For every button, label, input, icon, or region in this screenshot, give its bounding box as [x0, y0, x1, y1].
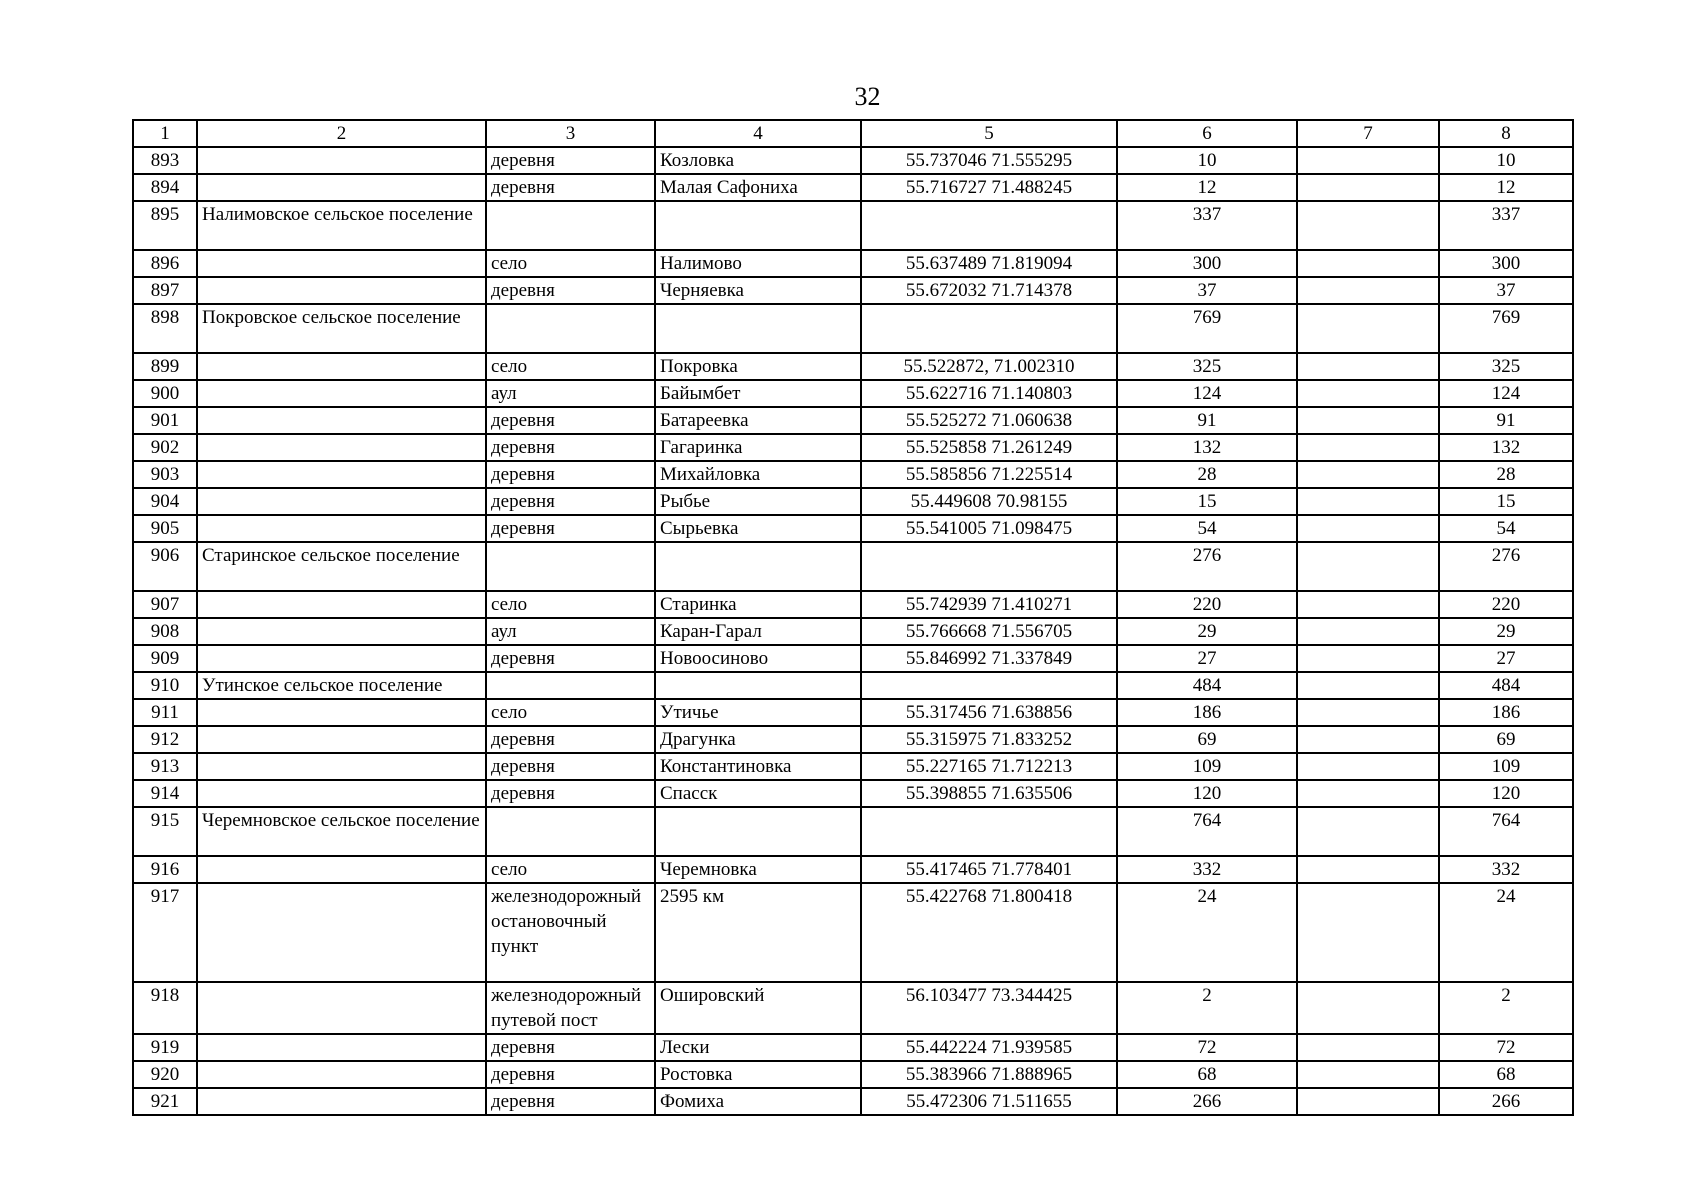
column-8-value-cell: 10: [1439, 147, 1573, 174]
coordinates-cell: 55.742939 71.410271: [861, 591, 1117, 618]
table-row: [133, 1088, 1573, 1115]
coordinates-cell: 55.315975 71.833252: [861, 726, 1117, 753]
column-8-value-cell: 37: [1439, 277, 1573, 304]
coordinates-cell: 55.522872, 71.002310: [861, 353, 1117, 380]
column-7-value-cell: [1297, 618, 1439, 645]
column-7-value-cell: [1297, 753, 1439, 780]
column-8-value-cell: 29: [1439, 618, 1573, 645]
column-8-value-cell: 124: [1439, 380, 1573, 407]
column-7-value-cell: [1297, 856, 1439, 883]
column-7-value-cell: [1297, 250, 1439, 277]
locality-type-cell: железнодорожный путевой пост: [486, 982, 655, 1034]
row-number-cell: 907: [133, 591, 197, 618]
table-row: [133, 353, 1573, 380]
locality-type-cell: село: [486, 591, 655, 618]
coordinates-cell: 55.846992 71.337849: [861, 645, 1117, 672]
column-6-value-cell: 69: [1117, 726, 1297, 753]
row-number-cell: 897: [133, 277, 197, 304]
table-row: [133, 201, 1573, 250]
column-7-value-cell: [1297, 883, 1439, 982]
table-row: [133, 174, 1573, 201]
column-8-value-cell: 24: [1439, 883, 1573, 982]
table-row: [133, 982, 1573, 1034]
settlement-cell: [197, 277, 486, 304]
locality-name-cell: Налимово: [655, 250, 861, 277]
column-6-value-cell: 37: [1117, 277, 1297, 304]
column-8-value-cell: 332: [1439, 856, 1573, 883]
column-8-value-cell: 266: [1439, 1088, 1573, 1115]
row-number-cell: 893: [133, 147, 197, 174]
coordinates-cell: 55.383966 71.888965: [861, 1061, 1117, 1088]
locality-name-cell: Михайловка: [655, 461, 861, 488]
column-7-value-cell: [1297, 461, 1439, 488]
column-7-value-cell: [1297, 201, 1439, 250]
locality-name-cell: [655, 304, 861, 353]
column-6-value-cell: 72: [1117, 1034, 1297, 1061]
row-number-cell: 905: [133, 515, 197, 542]
column-header-6: 6: [1117, 120, 1297, 147]
coordinates-cell: [861, 201, 1117, 250]
coordinates-cell: 55.449608 70.98155: [861, 488, 1117, 515]
column-7-value-cell: [1297, 488, 1439, 515]
locality-name-cell: Лески: [655, 1034, 861, 1061]
locality-type-cell: деревня: [486, 147, 655, 174]
row-number-cell: 912: [133, 726, 197, 753]
column-7-value-cell: [1297, 1088, 1439, 1115]
locality-name-cell: Черняевка: [655, 277, 861, 304]
coordinates-cell: 55.622716 71.140803: [861, 380, 1117, 407]
column-7-value-cell: [1297, 726, 1439, 753]
column-7-value-cell: [1297, 515, 1439, 542]
row-number-cell: 898: [133, 304, 197, 353]
column-6-value-cell: 300: [1117, 250, 1297, 277]
settlement-cell: Черемновское сельское поселение: [197, 807, 486, 856]
table-row: [133, 147, 1573, 174]
coordinates-cell: 55.672032 71.714378: [861, 277, 1117, 304]
coordinates-cell: 55.637489 71.819094: [861, 250, 1117, 277]
column-7-value-cell: [1297, 982, 1439, 1034]
row-number-cell: 921: [133, 1088, 197, 1115]
locality-type-cell: село: [486, 699, 655, 726]
settlement-cell: [197, 883, 486, 982]
locality-type-cell: деревня: [486, 753, 655, 780]
locality-name-cell: [655, 672, 861, 699]
coordinates-cell: [861, 672, 1117, 699]
coordinates-cell: 55.472306 71.511655: [861, 1088, 1117, 1115]
settlement-cell: Старинское сельское поселение: [197, 542, 486, 591]
column-6-value-cell: 484: [1117, 672, 1297, 699]
column-8-value-cell: 69: [1439, 726, 1573, 753]
locality-name-cell: Драгунка: [655, 726, 861, 753]
settlement-cell: [197, 147, 486, 174]
row-number-cell: 903: [133, 461, 197, 488]
column-8-value-cell: 12: [1439, 174, 1573, 201]
settlement-cell: [197, 591, 486, 618]
settlement-cell: [197, 726, 486, 753]
table-row: [133, 461, 1573, 488]
table-row: [133, 277, 1573, 304]
table-row: [133, 488, 1573, 515]
column-6-value-cell: 109: [1117, 753, 1297, 780]
locality-name-cell: Гагаринка: [655, 434, 861, 461]
table-row: [133, 515, 1573, 542]
column-7-value-cell: [1297, 304, 1439, 353]
coordinates-cell: 55.227165 71.712213: [861, 753, 1117, 780]
coordinates-cell: 55.716727 71.488245: [861, 174, 1117, 201]
locality-name-cell: Малая Сафониха: [655, 174, 861, 201]
column-6-value-cell: 132: [1117, 434, 1297, 461]
locality-name-cell: Каран-Гарал: [655, 618, 861, 645]
settlement-cell: [197, 434, 486, 461]
locality-type-cell: аул: [486, 618, 655, 645]
coordinates-cell: 55.737046 71.555295: [861, 147, 1117, 174]
settlement-cell: [197, 753, 486, 780]
column-8-value-cell: 300: [1439, 250, 1573, 277]
column-header-5: 5: [861, 120, 1117, 147]
column-8-value-cell: 220: [1439, 591, 1573, 618]
settlement-cell: [197, 982, 486, 1034]
locality-name-cell: Константиновка: [655, 753, 861, 780]
table-row: [133, 1034, 1573, 1061]
locality-name-cell: [655, 807, 861, 856]
row-number-cell: 914: [133, 780, 197, 807]
column-6-value-cell: 27: [1117, 645, 1297, 672]
locality-type-cell: деревня: [486, 1034, 655, 1061]
column-header-8: 8: [1439, 120, 1573, 147]
column-6-value-cell: 764: [1117, 807, 1297, 856]
row-number-cell: 913: [133, 753, 197, 780]
column-8-value-cell: 484: [1439, 672, 1573, 699]
row-number-cell: 906: [133, 542, 197, 591]
coordinates-cell: 56.103477 73.344425: [861, 982, 1117, 1034]
locality-type-cell: деревня: [486, 277, 655, 304]
locality-name-cell: Батареевка: [655, 407, 861, 434]
row-number-cell: 902: [133, 434, 197, 461]
column-8-value-cell: 769: [1439, 304, 1573, 353]
settlement-cell: [197, 174, 486, 201]
row-number-cell: 901: [133, 407, 197, 434]
locality-type-cell: [486, 672, 655, 699]
locality-name-cell: 2595 км: [655, 883, 861, 982]
column-8-value-cell: 132: [1439, 434, 1573, 461]
settlement-cell: Налимовское сельское поселение: [197, 201, 486, 250]
coordinates-cell: [861, 807, 1117, 856]
table-header-row: [133, 120, 1573, 147]
locality-name-cell: Козловка: [655, 147, 861, 174]
settlement-cell: [197, 515, 486, 542]
column-header-3: 3: [486, 120, 655, 147]
column-6-value-cell: 325: [1117, 353, 1297, 380]
table-row: [133, 407, 1573, 434]
settlement-cell: [197, 645, 486, 672]
locality-type-cell: деревня: [486, 1061, 655, 1088]
locality-type-cell: деревня: [486, 780, 655, 807]
column-6-value-cell: 24: [1117, 883, 1297, 982]
table-row: [133, 672, 1573, 699]
column-6-value-cell: 276: [1117, 542, 1297, 591]
coordinates-cell: 55.442224 71.939585: [861, 1034, 1117, 1061]
row-number-cell: 894: [133, 174, 197, 201]
locality-name-cell: [655, 201, 861, 250]
locality-type-cell: деревня: [486, 407, 655, 434]
locality-type-cell: деревня: [486, 461, 655, 488]
locality-type-cell: [486, 807, 655, 856]
table-row: [133, 699, 1573, 726]
column-8-value-cell: 764: [1439, 807, 1573, 856]
column-6-value-cell: 266: [1117, 1088, 1297, 1115]
locality-name-cell: [655, 542, 861, 591]
settlement-cell: [197, 353, 486, 380]
settlement-cell: [197, 488, 486, 515]
locality-type-cell: [486, 542, 655, 591]
column-6-value-cell: 769: [1117, 304, 1297, 353]
locality-type-cell: деревня: [486, 434, 655, 461]
coordinates-cell: 55.398855 71.635506: [861, 780, 1117, 807]
table-row: [133, 591, 1573, 618]
column-8-value-cell: 28: [1439, 461, 1573, 488]
table-row: [133, 380, 1573, 407]
column-8-value-cell: 120: [1439, 780, 1573, 807]
locality-name-cell: Старинка: [655, 591, 861, 618]
row-number-cell: 904: [133, 488, 197, 515]
locality-type-cell: деревня: [486, 1088, 655, 1115]
row-number-cell: 916: [133, 856, 197, 883]
coordinates-cell: [861, 304, 1117, 353]
locality-type-cell: [486, 304, 655, 353]
row-number-cell: 918: [133, 982, 197, 1034]
locality-type-cell: деревня: [486, 174, 655, 201]
locality-name-cell: Байымбет: [655, 380, 861, 407]
locality-name-cell: Сырьевка: [655, 515, 861, 542]
column-7-value-cell: [1297, 407, 1439, 434]
settlement-cell: [197, 461, 486, 488]
locality-type-cell: деревня: [486, 726, 655, 753]
settlement-cell: [197, 699, 486, 726]
column-8-value-cell: 2: [1439, 982, 1573, 1034]
column-8-value-cell: 27: [1439, 645, 1573, 672]
column-6-value-cell: 15: [1117, 488, 1297, 515]
column-6-value-cell: 337: [1117, 201, 1297, 250]
column-7-value-cell: [1297, 645, 1439, 672]
column-8-value-cell: 54: [1439, 515, 1573, 542]
column-6-value-cell: 28: [1117, 461, 1297, 488]
column-6-value-cell: 124: [1117, 380, 1297, 407]
row-number-cell: 908: [133, 618, 197, 645]
locality-type-cell: [486, 201, 655, 250]
coordinates-cell: 55.317456 71.638856: [861, 699, 1117, 726]
column-6-value-cell: 10: [1117, 147, 1297, 174]
locality-type-cell: село: [486, 353, 655, 380]
locality-type-cell: деревня: [486, 645, 655, 672]
table-row: [133, 780, 1573, 807]
column-7-value-cell: [1297, 277, 1439, 304]
coordinates-cell: [861, 542, 1117, 591]
settlement-cell: [197, 618, 486, 645]
coordinates-cell: 55.766668 71.556705: [861, 618, 1117, 645]
table-row: [133, 856, 1573, 883]
coordinates-cell: 55.585856 71.225514: [861, 461, 1117, 488]
table-row: [133, 807, 1573, 856]
settlement-cell: Утинское сельское поселение: [197, 672, 486, 699]
table-row: [133, 434, 1573, 461]
coordinates-cell: 55.417465 71.778401: [861, 856, 1117, 883]
settlement-cell: [197, 1061, 486, 1088]
column-8-value-cell: 91: [1439, 407, 1573, 434]
settlement-cell: [197, 250, 486, 277]
column-8-value-cell: 15: [1439, 488, 1573, 515]
settlement-cell: [197, 380, 486, 407]
column-header-4: 4: [655, 120, 861, 147]
settlement-cell: [197, 1088, 486, 1115]
column-7-value-cell: [1297, 672, 1439, 699]
table-row: [133, 1061, 1573, 1088]
column-7-value-cell: [1297, 434, 1439, 461]
column-7-value-cell: [1297, 147, 1439, 174]
column-6-value-cell: 120: [1117, 780, 1297, 807]
column-7-value-cell: [1297, 807, 1439, 856]
table-row: [133, 726, 1573, 753]
locality-name-cell: Ошировский: [655, 982, 861, 1034]
column-6-value-cell: 54: [1117, 515, 1297, 542]
settlement-cell: [197, 780, 486, 807]
locality-name-cell: Покровка: [655, 353, 861, 380]
row-number-cell: 896: [133, 250, 197, 277]
column-6-value-cell: 186: [1117, 699, 1297, 726]
locality-type-cell: деревня: [486, 515, 655, 542]
locality-type-cell: аул: [486, 380, 655, 407]
table-row: [133, 542, 1573, 591]
row-number-cell: 900: [133, 380, 197, 407]
settlement-cell: [197, 407, 486, 434]
column-6-value-cell: 220: [1117, 591, 1297, 618]
locality-name-cell: Фомиха: [655, 1088, 861, 1115]
settlement-cell: [197, 856, 486, 883]
settlements-table: [132, 119, 1574, 1116]
column-7-value-cell: [1297, 174, 1439, 201]
locality-name-cell: Новоосиново: [655, 645, 861, 672]
column-7-value-cell: [1297, 1061, 1439, 1088]
locality-name-cell: Черемновка: [655, 856, 861, 883]
column-7-value-cell: [1297, 1034, 1439, 1061]
column-6-value-cell: 332: [1117, 856, 1297, 883]
column-8-value-cell: 109: [1439, 753, 1573, 780]
coordinates-cell: 55.422768 71.800418: [861, 883, 1117, 982]
page-number: 32: [854, 82, 881, 111]
column-7-value-cell: [1297, 380, 1439, 407]
coordinates-cell: 55.541005 71.098475: [861, 515, 1117, 542]
row-number-cell: 919: [133, 1034, 197, 1061]
column-8-value-cell: 325: [1439, 353, 1573, 380]
coordinates-cell: 55.525272 71.060638: [861, 407, 1117, 434]
column-7-value-cell: [1297, 542, 1439, 591]
locality-name-cell: Рыбье: [655, 488, 861, 515]
column-7-value-cell: [1297, 353, 1439, 380]
coordinates-cell: 55.525858 71.261249: [861, 434, 1117, 461]
table-row: [133, 753, 1573, 780]
column-6-value-cell: 12: [1117, 174, 1297, 201]
column-6-value-cell: 29: [1117, 618, 1297, 645]
row-number-cell: 910: [133, 672, 197, 699]
locality-name-cell: Спасск: [655, 780, 861, 807]
locality-type-cell: деревня: [486, 488, 655, 515]
column-header-1: 1: [133, 120, 197, 147]
column-6-value-cell: 2: [1117, 982, 1297, 1034]
column-header-2: 2: [197, 120, 486, 147]
column-8-value-cell: 186: [1439, 699, 1573, 726]
column-8-value-cell: 68: [1439, 1061, 1573, 1088]
column-7-value-cell: [1297, 699, 1439, 726]
column-8-value-cell: 72: [1439, 1034, 1573, 1061]
table-row: [133, 304, 1573, 353]
row-number-cell: 911: [133, 699, 197, 726]
row-number-cell: 915: [133, 807, 197, 856]
locality-type-cell: железнодорожный остановочный пункт: [486, 883, 655, 982]
row-number-cell: 920: [133, 1061, 197, 1088]
column-6-value-cell: 91: [1117, 407, 1297, 434]
column-7-value-cell: [1297, 591, 1439, 618]
table-row: [133, 618, 1573, 645]
table-row: [133, 883, 1573, 982]
settlement-cell: Покровское сельское поселение: [197, 304, 486, 353]
table-row: [133, 250, 1573, 277]
column-8-value-cell: 337: [1439, 201, 1573, 250]
row-number-cell: 917: [133, 883, 197, 982]
locality-type-cell: село: [486, 856, 655, 883]
table-row: [133, 645, 1573, 672]
settlement-cell: [197, 1034, 486, 1061]
column-8-value-cell: 276: [1439, 542, 1573, 591]
row-number-cell: 899: [133, 353, 197, 380]
column-7-value-cell: [1297, 780, 1439, 807]
row-number-cell: 909: [133, 645, 197, 672]
row-number-cell: 895: [133, 201, 197, 250]
column-6-value-cell: 68: [1117, 1061, 1297, 1088]
locality-name-cell: Утичье: [655, 699, 861, 726]
locality-type-cell: село: [486, 250, 655, 277]
column-header-7: 7: [1297, 120, 1439, 147]
locality-name-cell: Ростовка: [655, 1061, 861, 1088]
